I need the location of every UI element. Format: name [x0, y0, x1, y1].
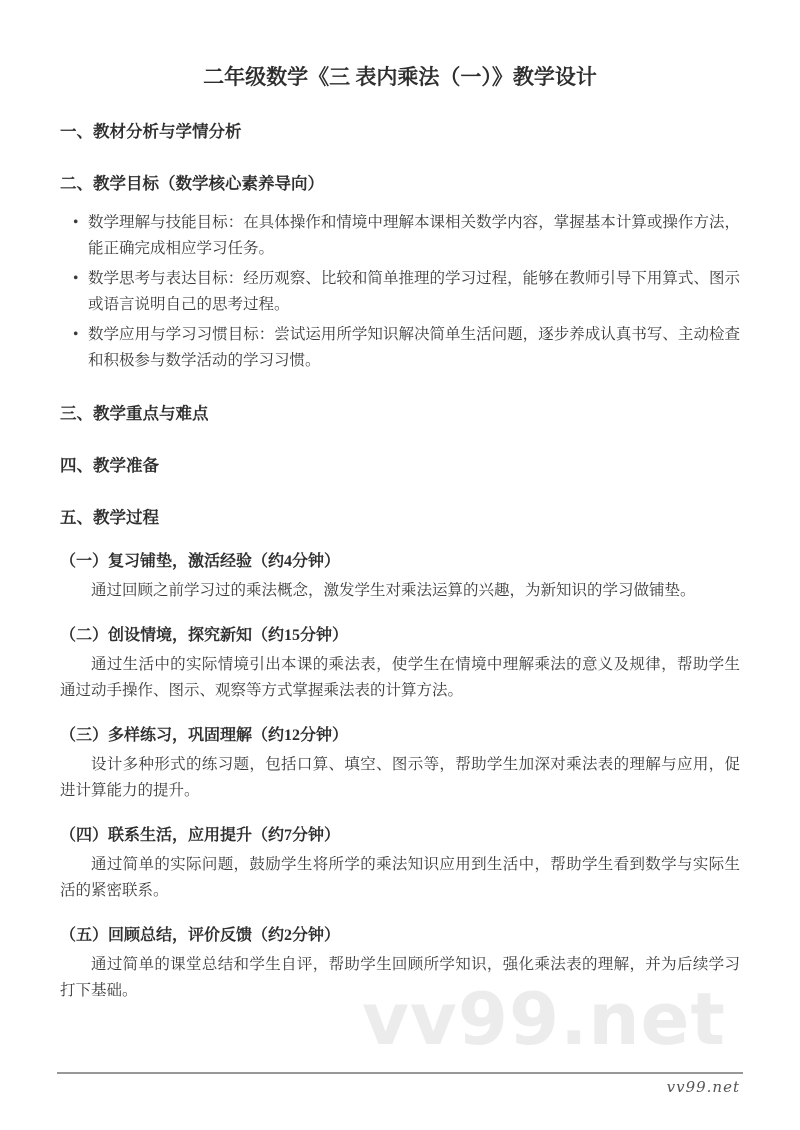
section-heading-2: 二、教学目标（数学核心素养导向） — [60, 174, 324, 193]
objective-item: • 数学思考与表达目标：经历观察、比较和简单推理的学习过程，能够在教师引导下用算式、图示或语言说明自己的思考过程。 — [60, 266, 740, 318]
footer-site-label: vv99.net — [666, 1078, 740, 1096]
step-body-5: 通过简单的课堂总结和学生自评，帮助学生回顾所学知识，强化乘法表的理解，并为后续学习打下基础。 — [60, 956, 740, 999]
step-body-3: 设计多种形式的练习题，包括口算、填空、图示等，帮助学生加深对乘法表的理解与应用，促进计算能力的提升。 — [60, 756, 740, 799]
step-heading-2: （二）创设情境，探究新知（约15分钟） — [60, 627, 349, 644]
step-heading-5: （五）回顾总结，评价反馈（约2分钟） — [60, 927, 341, 944]
watermark: vv99.net — [362, 977, 726, 1061]
step-body-1: 通过回顾之前学习过的乘法概念，激发学生对乘法运算的兴趣，为新知识的学习做铺垫。 — [91, 582, 696, 599]
step-heading-1: （一）复习铺垫，激活经验（约4分钟） — [60, 553, 341, 570]
section-heading-3: 三、教学重点与难点 — [60, 404, 209, 423]
objective-item: • 数学理解与技能目标：在具体操作和情境中理解本课相关数学内容，掌握基本计算或操作方法，能正确完成相应学习任务。 — [60, 210, 740, 262]
step-heading-4: （四）联系生活，应用提升（约7分钟） — [60, 827, 341, 844]
section-heading-5: 五、教学过程 — [60, 508, 159, 527]
document-title: 二年级数学《三 表内乘法（一）》教学设计 — [203, 65, 597, 89]
footer-divider — [57, 1072, 743, 1074]
objective-item: • 数学应用与学习习惯目标：尝试运用所学知识解决简单生活问题，逐步养成认真书写、主动检查和积极参与数学活动的学习习惯。 — [60, 322, 740, 374]
objectives-list — [60, 210, 740, 374]
step-body-4: 通过简单的实际问题，鼓励学生将所学的乘法知识应用到生活中，帮助学生看到数学与实际生活的紧密联系。 — [60, 856, 740, 899]
step-heading-3: （三）多样练习，巩固理解（约12分钟） — [60, 727, 349, 744]
step-body-2: 通过生活中的实际情境引出本课的乘法表，使学生在情境中理解乘法的意义及规律，帮助学生通过动手操作、图示、观察等方式掌握乘法表的计算方法。 — [60, 656, 740, 699]
section-heading-4: 四、教学准备 — [60, 456, 159, 475]
section-heading-1: 一、教材分析与学情分析 — [60, 122, 242, 141]
